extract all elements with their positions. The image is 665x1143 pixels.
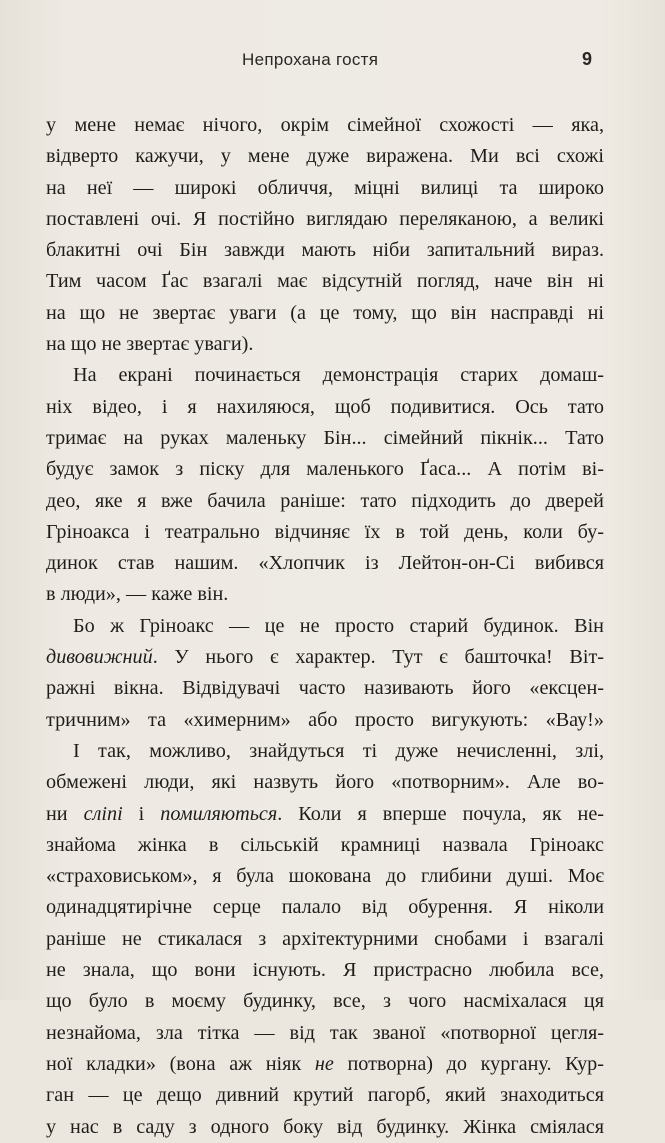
text-line: відверто кажучи, у мене дуже виражена. Ми всі схожі: [46, 145, 604, 168]
text-line: тримає на руках маленьку Бін... сімейний пікнік... Тато: [46, 426, 604, 449]
text-line: тричним» та «химерним» або просто вигукують: «Вау!»: [46, 708, 604, 731]
text-line: ної кладки» (вона аж ніяк не потворна) до кургану. Кур-: [46, 1052, 604, 1075]
text-line: Бо ж Гріноакс — це не просто старий будинок. Він: [73, 614, 604, 637]
text-line: ражні вікна. Відвідувачі часто називають його «ексцен-: [46, 677, 604, 700]
text-line: ни сліпі і помиляються. Коли я вперше почула, як не-: [46, 802, 604, 825]
text-line: «страховиськом», я була шокована до глибини душі. Моє: [46, 865, 604, 888]
text-line: одинадцятирічне серце палало від обурення. Я ніколи: [46, 896, 604, 919]
italic-text: помиляються: [160, 802, 278, 825]
running-header: [0, 50, 665, 74]
text-line: на неї — широкі обличчя, міцні вилиці та широко: [46, 176, 604, 199]
text-line: в люди», — каже він.: [46, 583, 229, 606]
page-number: 9: [582, 49, 593, 69]
text-line: у нас в саду з одного боку від будинку. Жінка сміялася: [46, 1115, 604, 1138]
text-line: блакитні очі Бін завжди мають ніби запитальний вираз.: [46, 239, 604, 262]
text-line: ніх відео, і я нахиляюся, щоб подивитися. Ось тато: [46, 395, 604, 418]
text-line: будує замок з піску для маленького Ґаса... А потім ві-: [46, 458, 604, 481]
text-line: на що не звертає уваги).: [46, 333, 254, 356]
text-line: на що не звертає уваги (а це тому, що він насправді ні: [46, 301, 604, 324]
text-line: На екрані починається демонстрація старих домаш-: [73, 364, 604, 387]
chapter-title: Непрохана гостя: [242, 50, 379, 69]
text-line: Тим часом Ґас взагалі має відсутній погляд, наче він ні: [46, 270, 604, 293]
text-line: ган — це дещо дивний крутий пагорб, який знаходиться: [46, 1084, 604, 1107]
text-line: обмежені люди, які назвуть його «потворним». Але во-: [46, 771, 604, 794]
text-line: не знала, що вони існують. Я пристрасно любила все,: [46, 959, 604, 982]
italic-text: сліпі: [83, 802, 123, 825]
text-line: дивовижний. У нього є характер. Тут є башточка! Віт-: [46, 646, 604, 669]
italic-text: дивовижний: [46, 646, 153, 669]
text-line: у мене немає нічого, окрім сімейної схожості — яка,: [46, 114, 604, 136]
text-line: динок став нашим. «Хлопчик із Лейтон-он-Сі вибився: [46, 552, 604, 575]
text-line: Гріноакса і театрально відчиняє їх в той день, коли бу-: [46, 520, 604, 543]
italic-text: не: [314, 1052, 334, 1075]
text-line: незнайома, зла тітка — від так званої «потворної цегля-: [46, 1021, 604, 1044]
text-line: део, яке я вже бачила раніше: тато підходить до дверей: [46, 489, 604, 512]
text-line: що було в моєму будинку, все, з чого насміхалася ця: [46, 990, 604, 1013]
text-line: І так, можливо, знайдуться ті дуже нечисленні, злі,: [73, 739, 604, 762]
text-line: знайома жінка в сільській крамниці назвала Гріноакс: [46, 833, 604, 856]
text-line: раніше не стикалася з архітектурними снобами і взагалі: [46, 927, 604, 950]
text-line: поставлені очі. Я постійно виглядаю переляканою, а великі: [46, 207, 604, 230]
body-text: [46, 110, 604, 1143]
